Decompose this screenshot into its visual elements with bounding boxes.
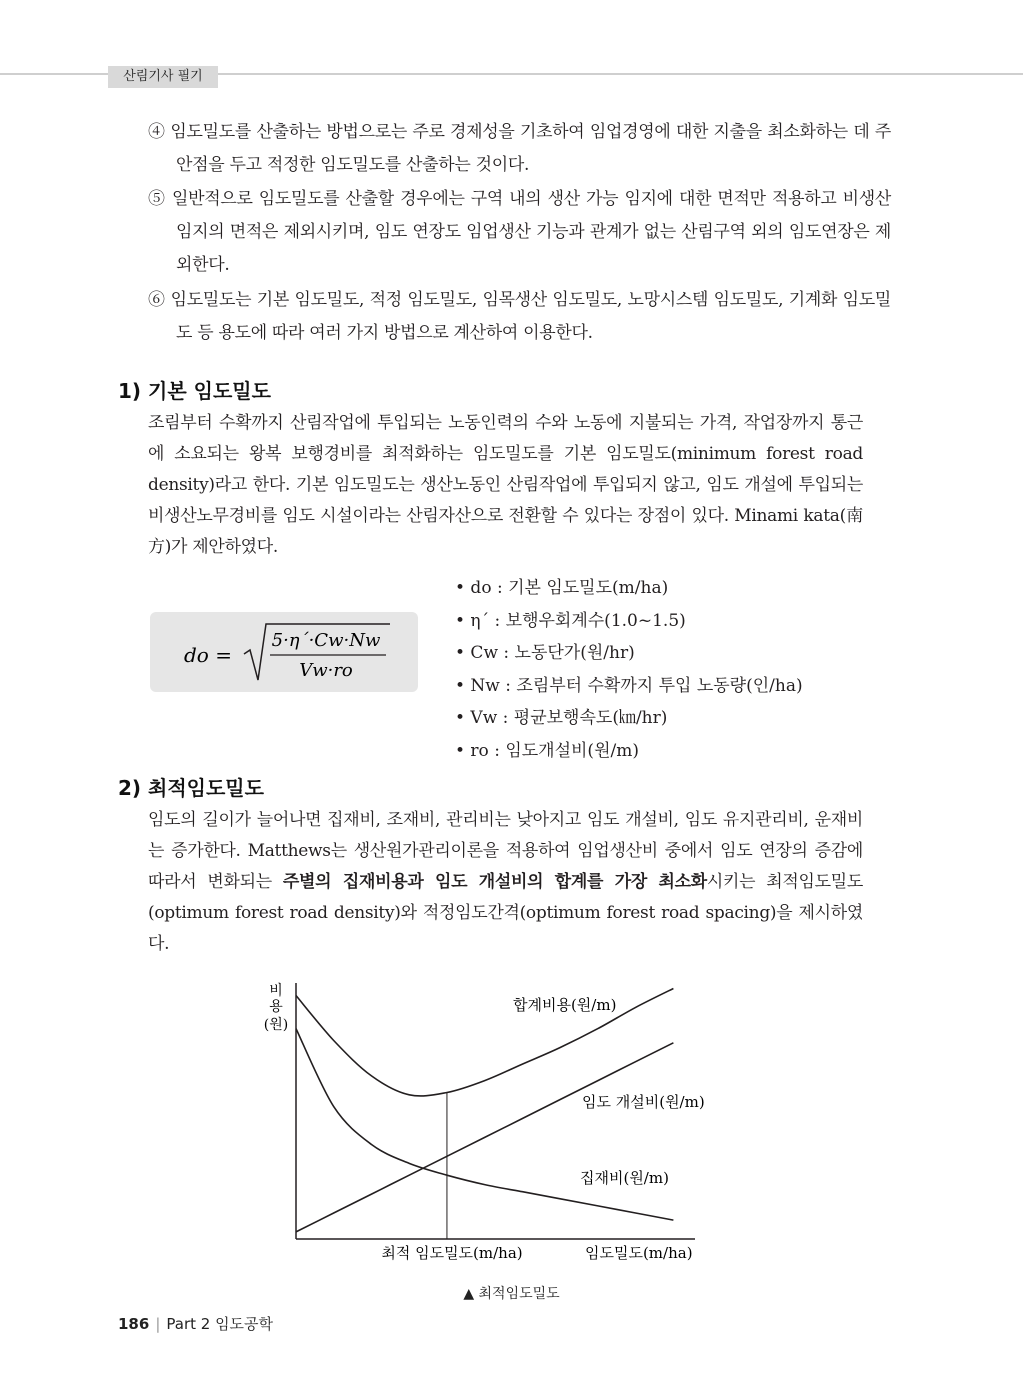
- list-item-5: ⑤ 일반적으로 임도밀도를 산출할 경우에는 구역 내의 생산 가능 임지에 대한 면적만 적용하고 비생산 임지의 면적은 제외시키며, 임도 연장도 임업생산 기능과 관계가 없는 산림구역 외의 임도연장은 제외한다.: [148, 189, 891, 275]
- figure-caption: ▲ 최적임도밀도: [463, 1286, 560, 1302]
- formula-box: [150, 612, 418, 692]
- section2-paragraph: [148, 805, 863, 960]
- label-road-construction-cost: 임도 개설비(원/m): [582, 1093, 705, 1111]
- footer-separator: |: [155, 1315, 161, 1333]
- section2-text-a: 임도의 길이가 늘어나면 집재비, 조재비, 관리비는 낮아지고 임도 개설비, 임도 유지관리비, 운재비는 증가한다. Matthews는 생산원가관리이론을 적용하여 임업생산비 중에서 임도 연장의 증감에 따라서 변화되는: [148, 810, 863, 892]
- formula-lhs: do =: [184, 643, 232, 667]
- label-skidding-cost: 집재비(원/m): [580, 1169, 669, 1187]
- optimum-density-chart: [250, 975, 730, 1270]
- y-axis-label-2: 용: [269, 999, 283, 1015]
- section-title-basic: 1) 기본 임도밀도: [118, 379, 271, 403]
- label-optimum-density: 최적 임도밀도(m/ha): [381, 1244, 523, 1262]
- variable-eta: • η´ : 보행우회계수(1.0~1.5): [455, 610, 686, 631]
- section1-paragraph: 조림부터 수확까지 산림작업에 투입되는 노동인력의 수와 노동에 지불되는 가격, 작업장까지 통근에 소요되는 왕복 보행경비를 최적화하는 임도밀도를 기본 임도밀도(minimum forest road density)라고 한다. 기본 임도밀도는 생산노동인 산림작업에 투입되지 않고, 임도 개설에 투입되는 비생산노무경비를 임도 시설이라는 산림자산으로 전환할 수 있다는 장점이 있다. Minami kata(南方)가 제안하였다.: [148, 413, 863, 557]
- variable-vw: • Vw : 평균보행속도(㎞/hr): [455, 708, 668, 728]
- variable-ro: • ro : 임도개설비(원/m): [455, 740, 639, 761]
- section-title-optimum: 2) 최적임도밀도: [118, 776, 264, 800]
- formula-denominator: Vw·ro: [299, 660, 353, 681]
- page-footer: [118, 1313, 273, 1334]
- y-axis-label-1: 비: [269, 983, 283, 999]
- series-road-construction-cost: [296, 1043, 673, 1232]
- formula-graphic: [150, 612, 418, 692]
- y-axis-label-3: (원): [263, 1017, 289, 1033]
- list-item-6: ⑥ 임도밀도는 기본 임도밀도, 적정 임도밀도, 임목생산 임도밀도, 노망시스템 임도밀도, 기계화 임도밀도 등 용도에 따라 여러 가지 방법으로 계산하여 이용한다.: [148, 290, 891, 343]
- section2-text-bold: 주별의 집재비용과 임도 개설비의 합계를 가장 최소화: [282, 872, 707, 892]
- page-number: 186: [118, 1315, 150, 1333]
- list-item-4: ④ 임도밀도를 산출하는 방법으로는 주로 경제성을 기초하여 임업경영에 대한 지출을 최소화하는 데 주안점을 두고 적정한 임도밀도를 산출하는 것이다.: [148, 122, 891, 175]
- running-header: 산림기사 필기: [108, 66, 218, 88]
- variable-list: [455, 572, 803, 767]
- series-total-cost: [296, 989, 673, 1096]
- formula-numerator: 5·η´·Cw·Nw: [271, 630, 381, 651]
- label-total-cost: 합계비용(원/m): [513, 996, 617, 1014]
- series-skidding-cost: [296, 1029, 673, 1221]
- section2-text-b: 시키는 최적임도밀도(optimum forest road density)와 적정임도간격(optimum forest road spacing)을 제시하였다.: [148, 872, 864, 954]
- footer-part-title: Part 2 임도공학: [166, 1315, 274, 1333]
- variable-cw: • Cw : 노동단가(원/hr): [455, 643, 635, 663]
- variable-do: • do : 기본 임도밀도(m/ha): [455, 578, 669, 598]
- variable-nw: • Nw : 조림부터 수확까지 투입 노동량(인/ha): [455, 675, 803, 696]
- x-axis-label: 임도밀도(m/ha): [585, 1244, 693, 1262]
